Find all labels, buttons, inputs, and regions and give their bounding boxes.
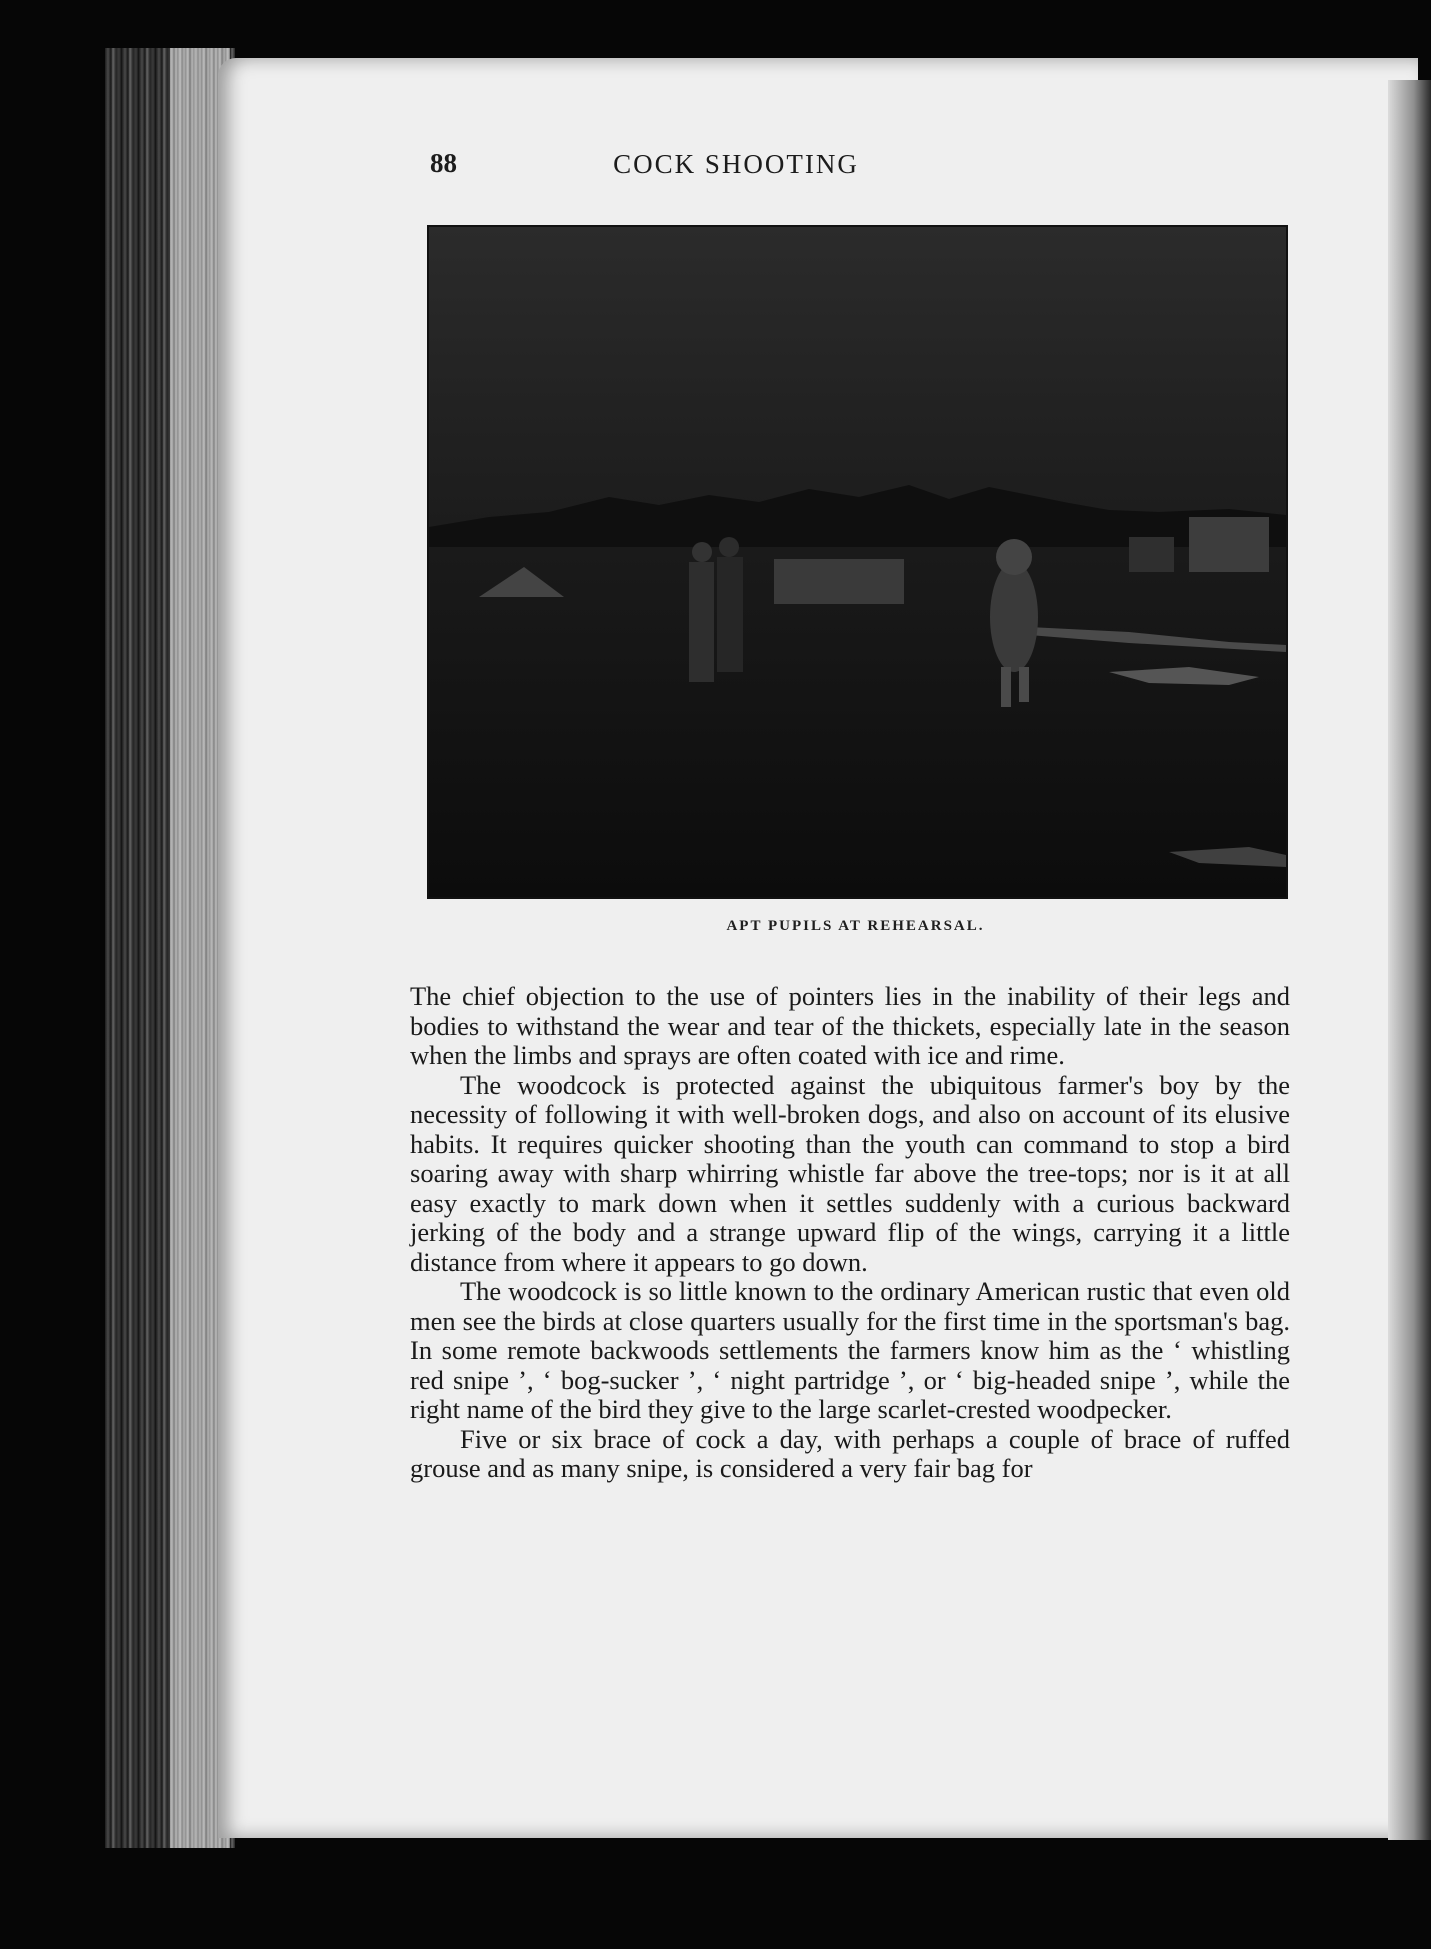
page-heading: COCK SHOOTING (613, 149, 859, 179)
paragraph-2: The woodcock is protected against the ubiquitous farmer's boy by the necessity of following it with well-broken dogs, and also on account of its elusive habits. It requires quicker shooting than the youth can command to stop a bird soaring away with sharp whirring whistle far above the tree-tops; nor is it at all easy exactly to mark down when it settles suddenly with a curious backward jerking of the body and a strange upward flip of the wings, carrying it a little distance from where it appears to go down. (410, 1069, 1290, 1277)
paragraph-1: The chief objection to the use of pointers lies in the inability of their legs and bodies to withstand the wear and tear of the thickets, especially late in the season when the limbs and sprays are often coated with ice and rime. (410, 981, 1290, 1070)
running-head (430, 148, 1020, 188)
photograph-image (429, 227, 1286, 897)
page-number: 88 (430, 148, 457, 178)
right-page-edge (1388, 80, 1431, 1840)
paragraph-3: The woodcock is so little known to the ordinary American rustic that even old men see the birds at close quarters usually for the first time in the sportsman's bag. In some remote backwoods settlements the farmers know him as the ‘ whistling red snipe ’, ‘ bog-sucker ’, ‘ night partridge ’, or ‘ big-headed snipe ’, while the right name of the bird they give to the large scarlet-crested woodpecker. (410, 1276, 1290, 1424)
photo-house-right (1189, 517, 1269, 572)
photo-shed (1129, 537, 1174, 572)
body-text (410, 982, 1290, 1484)
photo-house (774, 559, 904, 604)
photograph (427, 225, 1288, 899)
photo-sky (429, 227, 1286, 527)
paragraph-4: Five or six brace of cock a day, with perhaps a couple of brace of ruffed grouse and as many snipe, is considered a very fair bag for (410, 1423, 1290, 1483)
figure-caption: APT PUPILS AT REHEARSAL. (726, 918, 985, 934)
